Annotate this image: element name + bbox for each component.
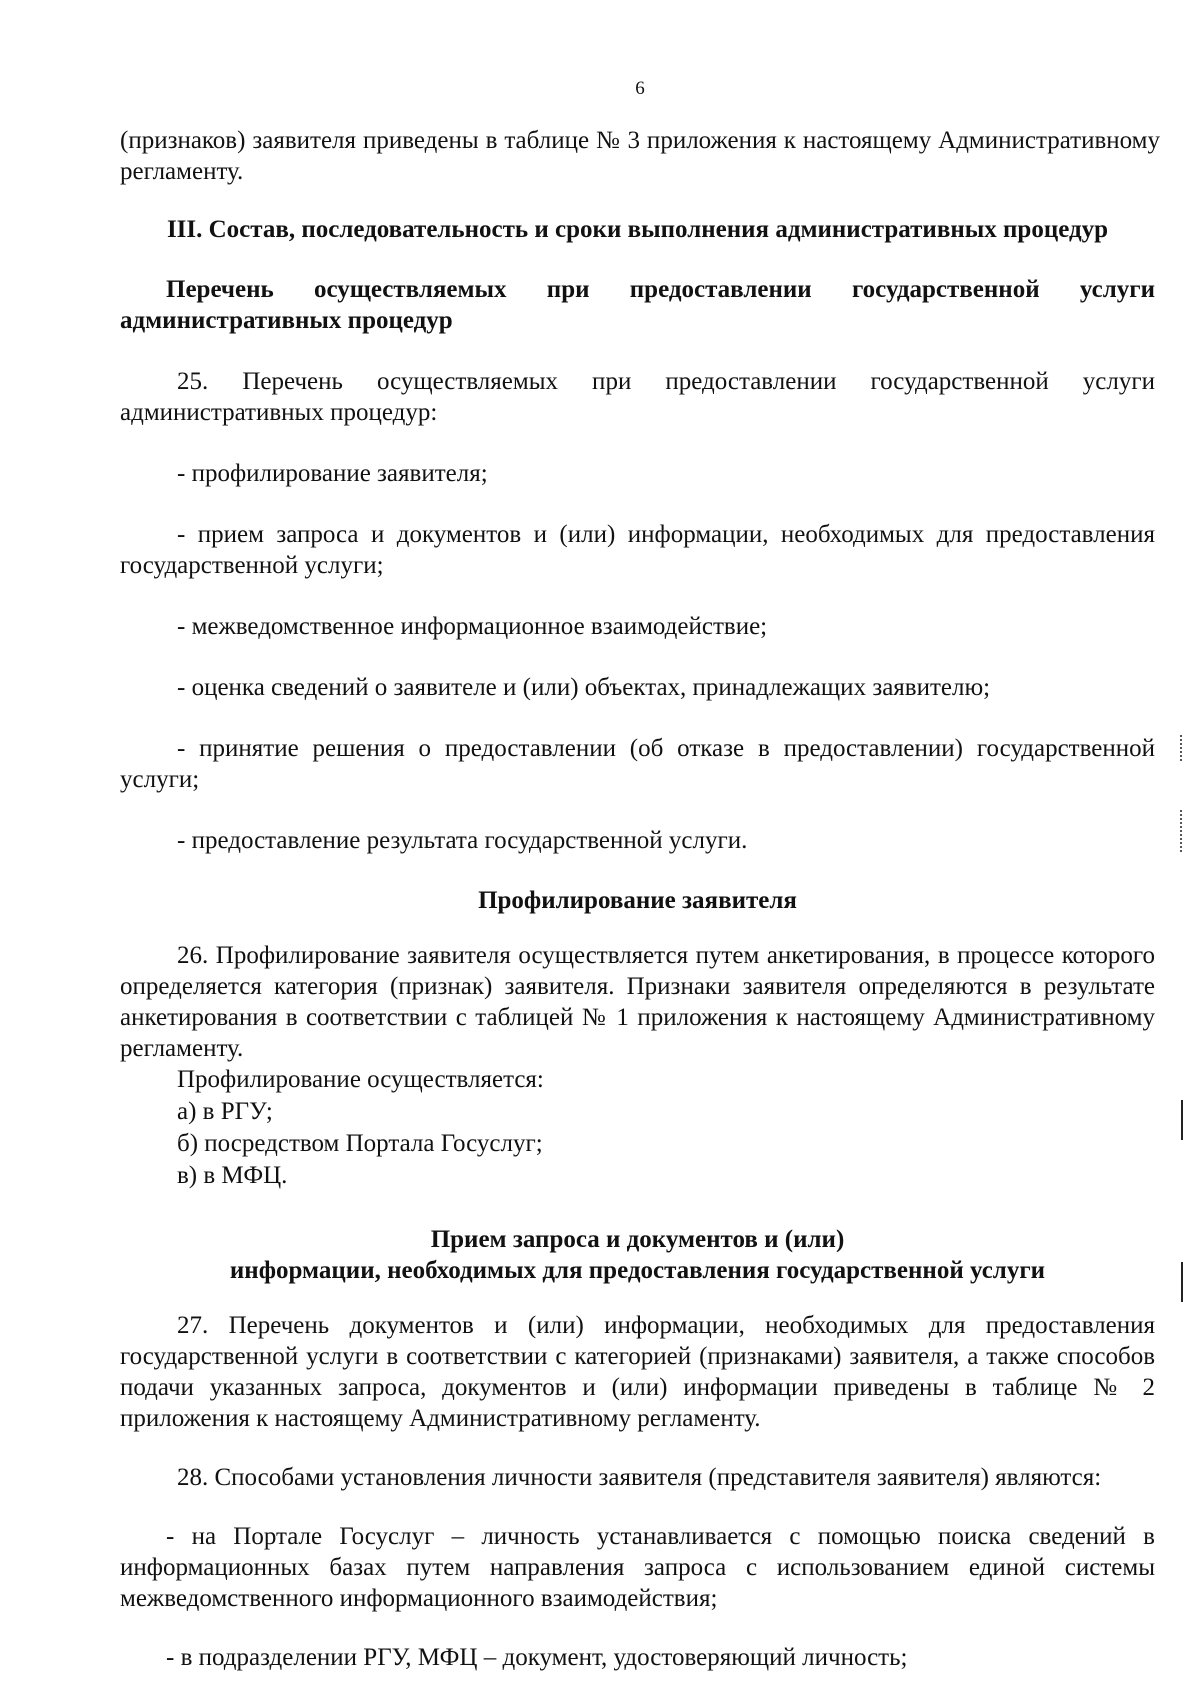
heading-reception-line-1: Прием запроса и документов и (или)	[430, 1226, 845, 1253]
paragraph-continuation: (признаков) заявителя приведены в таблице № 3 приложения к настоящему Административному регламенту.	[120, 127, 1160, 185]
list-item-decision: - принятие решения о предоставлении (об отказе в предоставлении) государственной услуги;	[120, 735, 1155, 793]
paragraph-26-option-b: б) посредством Портала Госуслуг;	[177, 1130, 543, 1157]
paragraph-28: 28. Способами установления личности заявителя (представителя заявителя) являются:	[177, 1464, 1102, 1491]
list-item-interagency: - межведомственное информационное взаимодействие;	[177, 613, 768, 640]
list-item-result: - предоставление результата государственной услуги.	[177, 827, 748, 854]
scan-edge-mark	[1181, 1262, 1183, 1302]
document-body	[120, 125, 1160, 1673]
paragraph-25: 25. Перечень осуществляемых при предоставлении государственной услуги административных процедур:	[120, 368, 1155, 426]
paragraph-26-lead: Профилирование осуществляется:	[177, 1066, 544, 1093]
section-title: III. Состав, последовательность и сроки выполнения административных процедур	[166, 216, 1109, 243]
list-heading: Перечень осуществляемых при предоставлении государственной услуги административных процедур	[120, 276, 1155, 334]
page-number: 6	[635, 78, 645, 99]
list-item-profiling: - профилирование заявителя;	[177, 460, 488, 487]
paragraph-28-office: - в подразделении РГУ, МФЦ – документ, удостоверяющий личность;	[166, 1644, 908, 1671]
paragraph-26-option-a: а) в РГУ;	[177, 1098, 273, 1125]
scan-edge-mark	[1180, 735, 1184, 761]
paragraph-26: 26. Профилирование заявителя осуществляется путем анкетирования, в процессе которого определяется категория (признак) заявителя. Признаки заявителя определяются в результате анкетирования в соответствии с таблицей № 1 приложения к настоящему Административному регламенту.	[120, 942, 1155, 1062]
list-item-assessment: - оценка сведений о заявителе и (или) объектах, принадлежащих заявителю;	[177, 674, 991, 701]
scan-edge-mark	[1181, 1100, 1183, 1140]
paragraph-27: 27. Перечень документов и (или) информации, необходимых для предоставления государственной услуги в соответствии с категорией (признаками) заявителя, а также способов подачи указанных запроса, документов и (или) информации приведены в таблице № 2 приложения к настоящему Административному регламенту.	[120, 1312, 1155, 1432]
heading-reception-line-2: информации, необходимых для предоставления государственной услуги	[229, 1257, 1046, 1284]
list-item-reception: - прием запроса и документов и (или) информации, необходимых для предоставления государственной услуги;	[120, 521, 1155, 579]
scan-edge-mark	[1180, 810, 1184, 852]
heading-profiling: Профилирование заявителя	[478, 887, 797, 914]
paragraph-26-option-c: в) в МФЦ.	[177, 1162, 288, 1189]
paragraph-28-portal: - на Портале Госуслуг – личность устанавливается с помощью поиска сведений в информационных базах путем направления запроса с использованием единой системы межведомственного информационного взаимодействия;	[120, 1523, 1155, 1612]
